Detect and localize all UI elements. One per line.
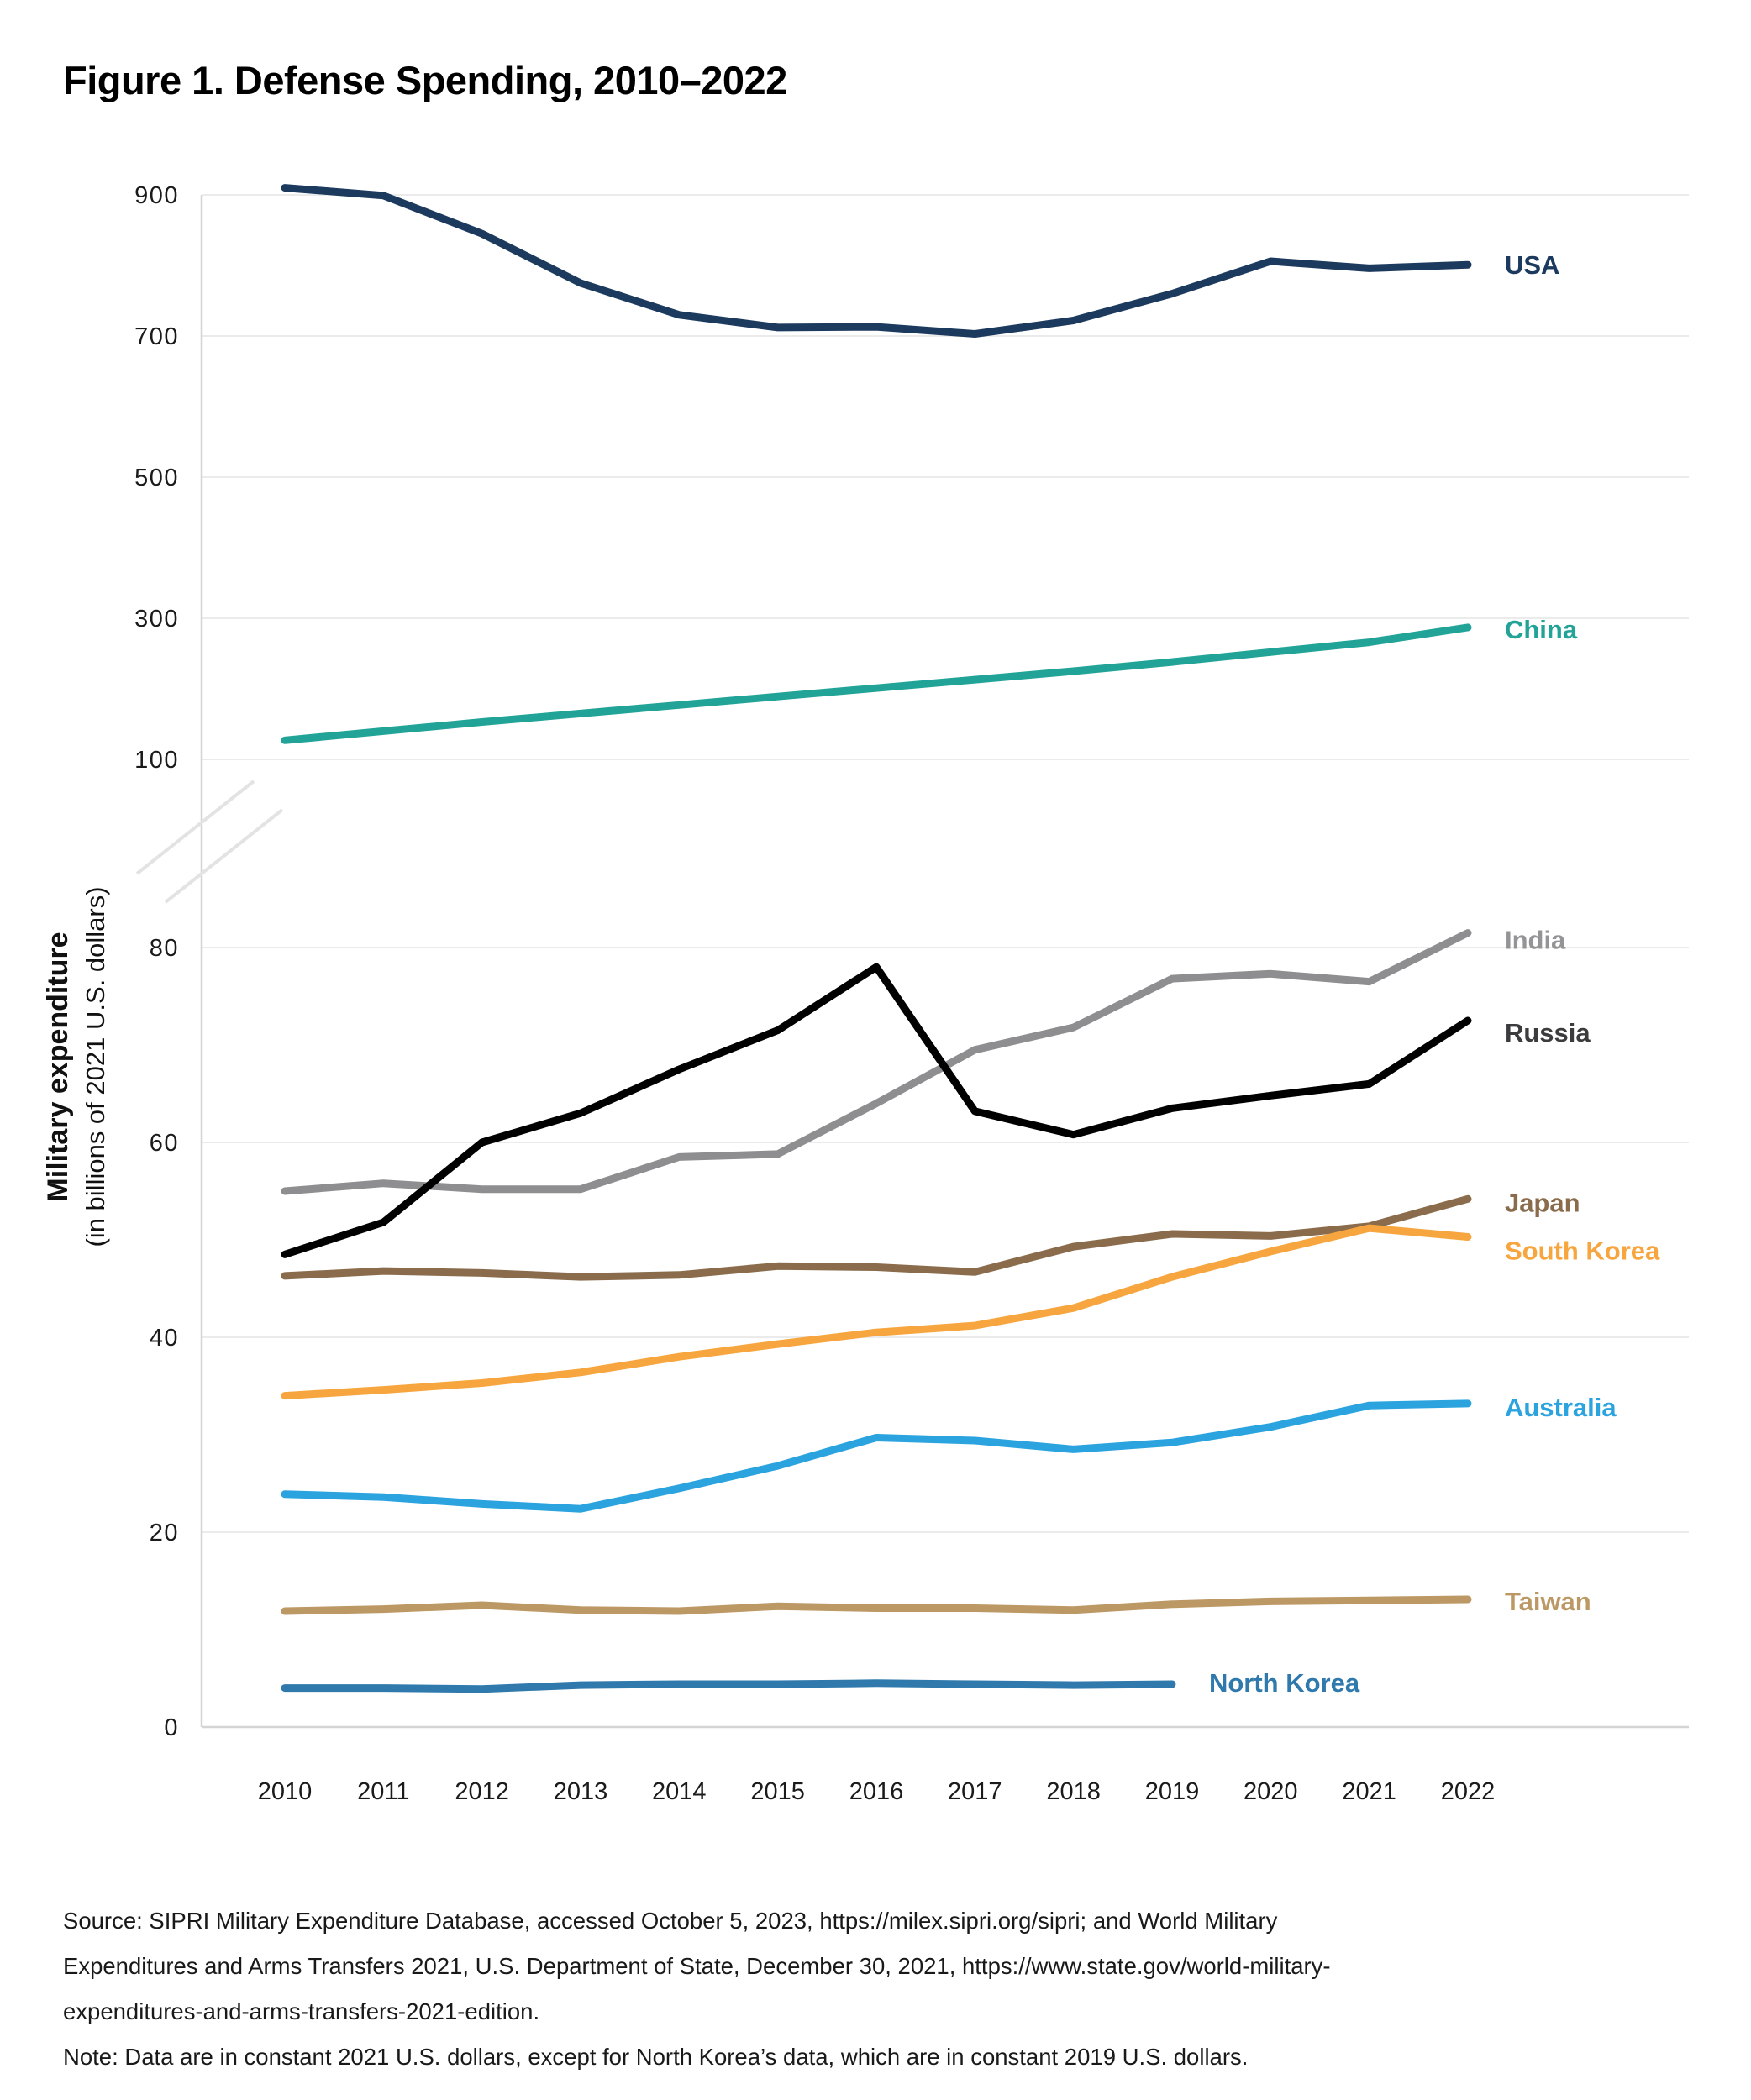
year-label-2021: 2021 xyxy=(1342,1778,1396,1805)
year-label-2016: 2016 xyxy=(849,1778,904,1805)
year-label-2012: 2012 xyxy=(455,1778,509,1805)
year-label-2017: 2017 xyxy=(948,1778,1002,1805)
y-tick-label-300: 300 xyxy=(134,606,179,633)
series-label-south-korea: South Korea xyxy=(1504,1236,1660,1266)
axis-break-mark xyxy=(166,810,282,902)
year-label-2022: 2022 xyxy=(1440,1778,1496,1805)
series-label-russia: Russia xyxy=(1504,1018,1591,1047)
y-tick-label-40: 40 xyxy=(149,1325,179,1352)
y-axis-title: Military expenditure xyxy=(42,932,74,1202)
series-line-south-korea xyxy=(285,1228,1468,1396)
series-label-india: India xyxy=(1504,925,1566,955)
series-line-north-korea xyxy=(285,1683,1172,1689)
series-label-japan: Japan xyxy=(1504,1188,1580,1218)
year-label-2018: 2018 xyxy=(1046,1778,1101,1805)
series-label-usa: USA xyxy=(1504,250,1560,281)
series-line-japan xyxy=(285,1199,1468,1277)
series-label-australia: Australia xyxy=(1504,1392,1617,1422)
year-label-2013: 2013 xyxy=(553,1778,608,1805)
series-label-north-korea: North Korea xyxy=(1208,1667,1360,1698)
series-label-taiwan: Taiwan xyxy=(1504,1587,1591,1617)
year-label-2020: 2020 xyxy=(1244,1778,1298,1805)
source-note-line-3: expenditures-and-arms-transfers-2021-edition. xyxy=(63,1998,540,2024)
year-label-2014: 2014 xyxy=(652,1778,707,1805)
series-label-china: China xyxy=(1504,614,1578,644)
y-tick-label-900: 900 xyxy=(134,182,179,209)
y-tick-label-20: 20 xyxy=(149,1520,179,1546)
series-line-australia xyxy=(285,1404,1468,1509)
source-note-line-2: Expenditures and Arms Transfers 2021, U.S. Department of State, December 30, 2021, https://www.state.gov/world-military- xyxy=(63,1953,1331,1979)
year-label-2019: 2019 xyxy=(1144,1778,1200,1805)
year-label-2010: 2010 xyxy=(257,1778,313,1805)
year-label-2011: 2011 xyxy=(357,1778,410,1805)
y-tick-label-700: 700 xyxy=(134,323,179,350)
y-tick-label-100: 100 xyxy=(134,747,179,774)
y-axis-subtitle: (in billions of 2021 U.S. dollars) xyxy=(81,886,110,1247)
series-line-china xyxy=(285,627,1468,740)
series-line-russia xyxy=(285,967,1468,1254)
y-tick-label-60: 60 xyxy=(149,1130,179,1157)
source-note-line-4: Note: Data are in constant 2021 U.S. dollars, except for North Korea’s data, which are in constant 2019 U.S. dollars. xyxy=(63,2044,1249,2070)
y-tick-label-500: 500 xyxy=(134,465,179,491)
figure-title: Figure 1. Defense Spending, 2010–2022 xyxy=(63,58,787,102)
series-line-taiwan xyxy=(285,1599,1468,1611)
plot-area xyxy=(134,182,1689,1805)
y-tick-label-0: 0 xyxy=(164,1714,179,1741)
year-label-2015: 2015 xyxy=(750,1778,805,1805)
axis-break-mark xyxy=(137,781,254,874)
y-tick-label-80: 80 xyxy=(149,935,179,962)
source-note-line-1: Source: SIPRI Military Expenditure Database, accessed October 5, 2023, https://milex.sipri.org/sipri; and World Military xyxy=(63,1908,1278,1934)
series-line-usa xyxy=(285,188,1468,334)
